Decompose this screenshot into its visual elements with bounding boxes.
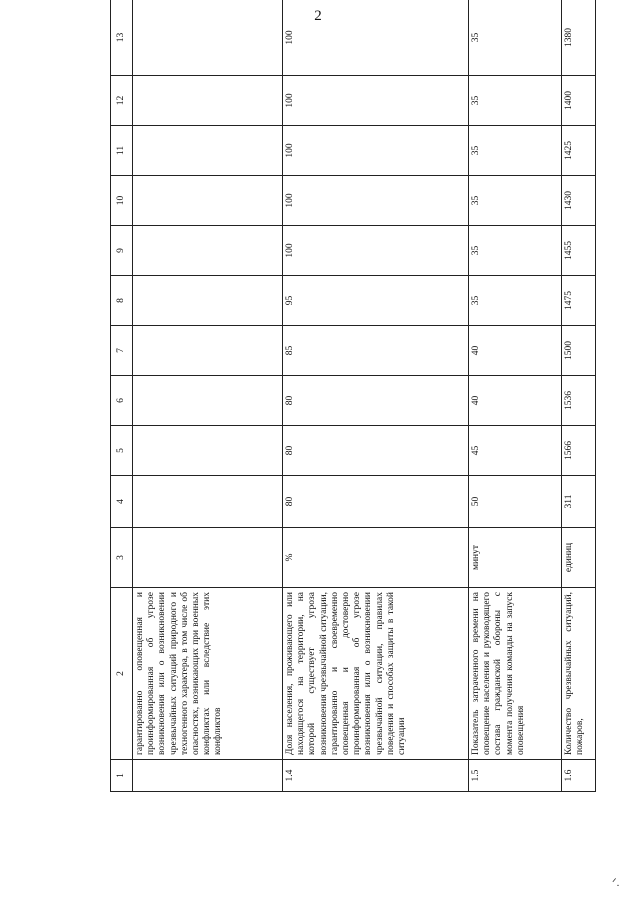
row-value: 1475 — [562, 276, 596, 326]
row-value: 80 — [283, 426, 469, 476]
row-unit: единиц — [562, 528, 596, 588]
row-value — [133, 276, 283, 326]
row-value: 45 — [469, 426, 562, 476]
table-row — [469, 0, 562, 792]
row-id: 1.6 — [562, 760, 596, 792]
row-value — [133, 476, 283, 528]
row-value: 1425 — [562, 126, 596, 176]
row-value: 100 — [283, 126, 469, 176]
row-value: 1566 — [562, 426, 596, 476]
row-value: 35 — [469, 226, 562, 276]
row-value: 35 — [469, 76, 562, 126]
row-value: 95 — [283, 276, 469, 326]
col-header: 5 — [111, 426, 133, 476]
col-header: 1 — [111, 760, 133, 792]
col-header: 6 — [111, 376, 133, 426]
row-value: 1380 — [562, 0, 596, 76]
col-header: 9 — [111, 226, 133, 276]
row-value — [133, 76, 283, 126]
row-value: 80 — [283, 476, 469, 528]
row-value: 35 — [469, 126, 562, 176]
col-header: 2 — [111, 588, 133, 760]
row-unit: минут — [469, 528, 562, 588]
row-description: Показатель затраченного времени на оповещение населения и руководящего состава гражданской обороны с момента получения команды на запуск оповещения — [469, 588, 562, 760]
row-id: 1.5 — [469, 760, 562, 792]
page-number: 2 — [314, 8, 322, 24]
indicators-table — [110, 0, 596, 792]
row-value: 40 — [469, 376, 562, 426]
row-value — [133, 0, 283, 76]
col-header: 12 — [111, 76, 133, 126]
row-value: 100 — [283, 176, 469, 226]
row-id — [133, 760, 283, 792]
row-value — [133, 426, 283, 476]
row-value: 1500 — [562, 326, 596, 376]
row-id: 1.4 — [283, 760, 469, 792]
header-row — [111, 0, 133, 792]
row-description: Количество чрезвычайных ситуаций, пожаров, — [562, 588, 596, 760]
col-header: 7 — [111, 326, 133, 376]
row-value — [133, 226, 283, 276]
row-value — [133, 376, 283, 426]
row-value — [133, 126, 283, 176]
row-value: 100 — [283, 226, 469, 276]
row-value: 1536 — [562, 376, 596, 426]
row-value: 35 — [469, 276, 562, 326]
row-value: 85 — [283, 326, 469, 376]
row-value: 35 — [469, 176, 562, 226]
col-header: 11 — [111, 126, 133, 176]
row-value: 80 — [283, 376, 469, 426]
row-value: 311 — [562, 476, 596, 528]
row-value: 40 — [469, 326, 562, 376]
row-value: 1400 — [562, 76, 596, 126]
table-row — [133, 0, 283, 792]
row-value: 1455 — [562, 226, 596, 276]
row-description: гарантированно оповещенная и проинформированная об угрозе возникновения или о возникновении чрезвычайных ситуаций природного и техногенного характера, в том числе об опасностях, возникающих при военных конфликтах или вследствие этих конфликтов — [133, 588, 283, 760]
row-value: 50 — [469, 476, 562, 528]
row-unit: % — [283, 528, 469, 588]
row-value — [133, 326, 283, 376]
table-row — [283, 0, 469, 792]
col-header: 4 — [111, 476, 133, 528]
row-value: 100 — [283, 0, 469, 76]
col-header: 10 — [111, 176, 133, 226]
col-header: 3 — [111, 528, 133, 588]
rotated-table-wrapper — [110, 28, 595, 792]
row-value — [133, 176, 283, 226]
row-value: 35 — [469, 0, 562, 76]
col-header: 13 — [111, 0, 133, 76]
row-value: 1430 — [562, 176, 596, 226]
table-row — [562, 0, 596, 792]
row-description: Доля населения, проживающего или находящегося на территории, на которой существует угроза возникновения чрезвычайной ситуации, гарантированно и своевременно оповещенная и достоверно проинформированная об угрозе возникновения или о возникновении чрезвычайной ситуации, правилах поведения и способах защиты в такой ситуации — [283, 588, 469, 760]
col-header: 8 — [111, 276, 133, 326]
row-value: 100 — [283, 76, 469, 126]
row-unit — [133, 528, 283, 588]
corner-mark: ᐟ. — [612, 877, 620, 889]
